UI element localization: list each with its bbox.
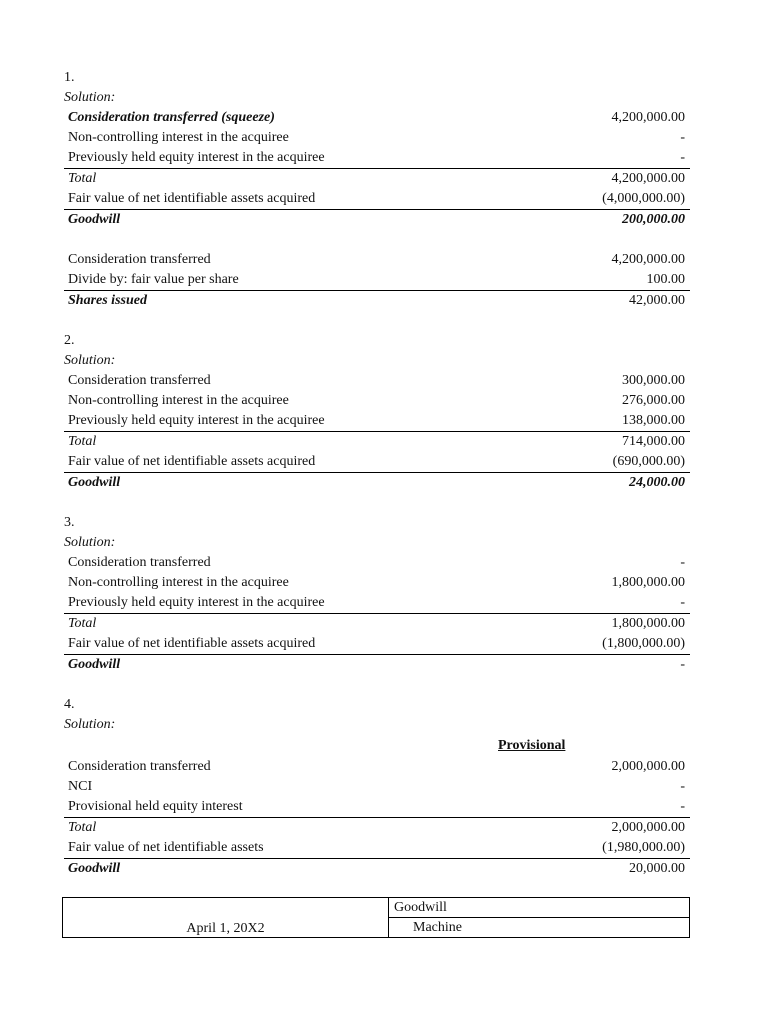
line-item-label: Goodwill — [68, 657, 121, 672]
line-item-row — [64, 250, 690, 270]
line-item-amount: 200,000.00 — [622, 212, 685, 227]
line-item-label: Goodwill — [68, 861, 121, 876]
line-item-amount: 2,000,000.00 — [611, 759, 685, 774]
line-item-label: Non-controlling interest in the acquiree — [68, 393, 289, 408]
line-item-row — [64, 817, 690, 838]
line-item-amount: 42,000.00 — [629, 293, 685, 308]
line-item-amount: 20,000.00 — [629, 861, 685, 876]
line-item-label: Non-controlling interest in the acquiree — [68, 575, 289, 590]
line-item-amount: (1,800,000.00) — [602, 636, 685, 651]
worksheet — [64, 68, 690, 879]
line-item-row — [64, 452, 690, 472]
problem-4 — [64, 695, 690, 879]
line-item-row — [64, 553, 690, 573]
line-item-amount: 138,000.00 — [622, 413, 685, 428]
line-item-label: Previously held equity interest in the acquiree — [68, 595, 325, 610]
line-item-amount: 714,000.00 — [622, 434, 685, 449]
line-item-row — [64, 634, 690, 654]
line-item-amount: 300,000.00 — [622, 373, 685, 388]
line-item-amount: (690,000.00) — [612, 454, 685, 469]
line-item-row — [64, 613, 690, 634]
line-item-amount: 4,200,000.00 — [611, 110, 685, 125]
line-item-row — [64, 128, 690, 148]
line-item-row — [64, 270, 690, 290]
solution-label: Solution: — [64, 535, 116, 550]
problem-number: 1. — [64, 70, 75, 85]
computation-table — [64, 371, 690, 493]
line-item-row — [64, 757, 690, 777]
line-item-label: Total — [68, 434, 97, 449]
line-item-row — [64, 777, 690, 797]
line-item-amount: - — [680, 779, 685, 794]
line-item-label: Divide by: fair value per share — [68, 272, 239, 287]
line-item-label: Consideration transferred — [68, 252, 211, 267]
line-item-label: Total — [68, 616, 97, 631]
journal-row — [63, 898, 690, 918]
line-item-label: Consideration transferred — [68, 373, 211, 388]
shares-computation-table — [64, 250, 690, 311]
line-item-row — [64, 838, 690, 858]
journal-account-debit: Goodwill — [389, 898, 690, 918]
line-item-label: Fair value of net identifiable assets — [68, 840, 264, 855]
line-item-label: Previously held equity interest in the acquiree — [68, 150, 325, 165]
line-item-label: Fair value of net identifiable assets acquired — [68, 454, 316, 469]
problem-3 — [64, 513, 690, 675]
line-item-label: Previously held equity interest in the acquiree — [68, 413, 325, 428]
solution-label: Solution: — [64, 717, 116, 732]
line-item-row — [64, 189, 690, 209]
line-item-row — [64, 593, 690, 613]
line-item-label: Consideration transferred — [68, 759, 211, 774]
line-item-row — [64, 148, 690, 168]
line-item-row — [64, 573, 690, 593]
line-item-amount: 1,800,000.00 — [611, 575, 685, 590]
journal-date: April 1, 20X2 — [63, 898, 389, 938]
line-item-amount: - — [680, 799, 685, 814]
line-item-label: Goodwill — [68, 475, 121, 490]
solution-label: Solution: — [64, 90, 116, 105]
line-item-label: Total — [68, 171, 97, 186]
line-item-label: Fair value of net identifiable assets acquired — [68, 191, 316, 206]
line-item-label: Total — [68, 820, 97, 835]
computation-table — [64, 757, 690, 879]
line-item-label: Fair value of net identifiable assets acquired — [68, 636, 316, 651]
line-item-amount: - — [680, 150, 685, 165]
problem-number: 3. — [64, 515, 75, 530]
line-item-label: Provisional held equity interest — [68, 799, 243, 814]
line-item-amount: 24,000.00 — [629, 475, 685, 490]
line-item-amount: 4,200,000.00 — [611, 252, 685, 267]
line-item-amount: - — [680, 555, 685, 570]
line-item-row — [64, 209, 690, 230]
line-item-label: NCI — [68, 779, 93, 794]
line-item-amount: (1,980,000.00) — [602, 840, 685, 855]
line-item-label: Consideration transferred — [68, 555, 211, 570]
line-item-label: Shares issued — [68, 293, 147, 308]
line-item-label: Consideration transferred (squeeze) — [68, 110, 275, 125]
line-item-amount: - — [680, 595, 685, 610]
line-item-amount: (4,000,000.00) — [602, 191, 685, 206]
line-item-amount: 276,000.00 — [622, 393, 685, 408]
provisional-column-header: Provisional — [498, 738, 566, 753]
line-item-row — [64, 431, 690, 452]
line-item-row — [64, 858, 690, 879]
line-item-row — [64, 797, 690, 817]
problem-number: 2. — [64, 333, 75, 348]
journal-account-credit: Machine — [389, 918, 690, 938]
line-item-row — [64, 108, 690, 128]
problem-1 — [64, 68, 690, 311]
line-item-label: Goodwill — [68, 212, 121, 227]
problem-2 — [64, 331, 690, 493]
line-item-row — [64, 472, 690, 493]
solution-label: Solution: — [64, 353, 116, 368]
line-item-amount: 1,800,000.00 — [611, 616, 685, 631]
line-item-amount: - — [680, 130, 685, 145]
line-item-label: Non-controlling interest in the acquiree — [68, 130, 289, 145]
line-item-amount: 100.00 — [646, 272, 685, 287]
line-item-row — [64, 654, 690, 675]
line-item-amount: - — [680, 657, 685, 672]
line-item-row — [64, 168, 690, 189]
journal-entry-table — [62, 897, 690, 938]
problem-number: 4. — [64, 697, 75, 712]
line-item-row — [64, 411, 690, 431]
line-item-amount: 2,000,000.00 — [611, 820, 685, 835]
computation-table — [64, 553, 690, 675]
line-item-row — [64, 371, 690, 391]
line-item-row — [64, 290, 690, 311]
computation-table — [64, 108, 690, 230]
line-item-row — [64, 391, 690, 411]
line-item-amount: 4,200,000.00 — [611, 171, 685, 186]
